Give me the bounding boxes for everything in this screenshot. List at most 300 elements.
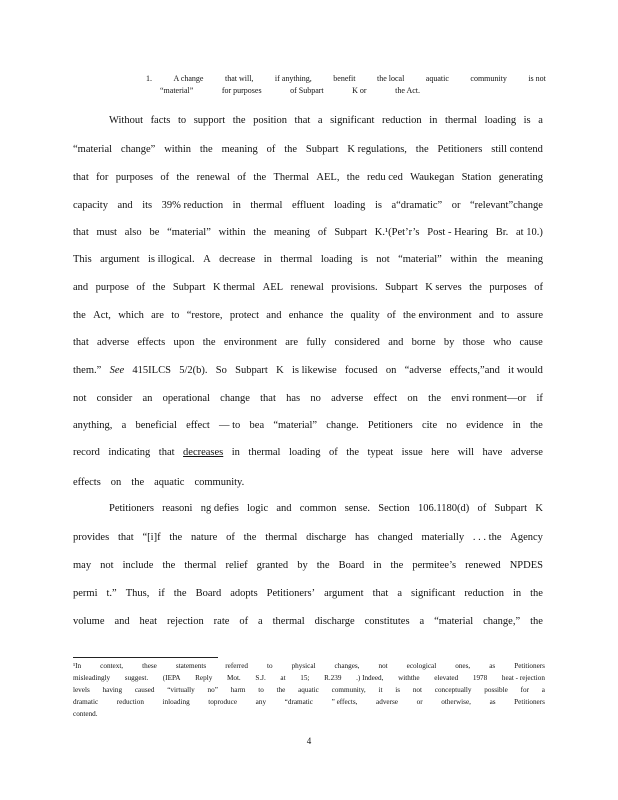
body-word: is xyxy=(523,115,531,126)
body-word: the xyxy=(253,172,267,183)
footnote-word: referred xyxy=(225,662,248,670)
body-word: and xyxy=(73,282,89,293)
body-word: provides xyxy=(73,532,110,543)
body-word: evidence xyxy=(466,420,504,431)
body-word: of xyxy=(477,503,487,514)
body-word: decrease xyxy=(219,254,256,265)
body-word: Thus, xyxy=(125,588,150,599)
body-word: Subpart xyxy=(385,282,418,293)
footnote-word: ones, xyxy=(455,662,471,670)
footnote-word: elevated xyxy=(434,674,459,682)
body-word: are xyxy=(151,310,164,321)
heading-word: if anything, xyxy=(274,74,312,83)
body-word: So xyxy=(215,365,227,376)
body-word: by xyxy=(297,560,308,571)
body-line xyxy=(109,503,543,514)
body-word: nature xyxy=(191,532,218,543)
body-word: cite xyxy=(421,420,438,431)
body-word: the xyxy=(530,616,543,627)
heading-word: benefit xyxy=(333,74,356,83)
body-word: the xyxy=(202,337,216,348)
body-word: within xyxy=(164,144,192,155)
body-word: thermal xyxy=(265,532,298,543)
footnote-word: harm xyxy=(230,686,246,694)
body-word: significant xyxy=(330,115,375,126)
footnote-word: ecological xyxy=(406,662,437,670)
footnote-word: R.239 xyxy=(324,674,342,682)
body-line xyxy=(73,282,543,293)
body-word: in xyxy=(231,447,240,458)
footnote-line xyxy=(73,674,545,682)
body-word: Petitioners’ xyxy=(266,588,316,599)
body-word: of xyxy=(237,172,246,183)
heading-word: “material” xyxy=(160,86,194,95)
body-word: or xyxy=(451,200,461,211)
heading-line-1 xyxy=(146,73,546,85)
body-word: anything, xyxy=(73,420,113,431)
body-word: change. xyxy=(326,420,359,431)
body-word: t.” xyxy=(106,588,117,599)
body-word: facts xyxy=(150,115,171,126)
body-word: reduction xyxy=(381,115,422,126)
body-word: that xyxy=(117,532,134,543)
footnote-word: suggest. xyxy=(124,674,149,682)
footnote-word: 1978 xyxy=(472,674,488,682)
footnote-word: conceptually xyxy=(434,686,472,694)
body-word: have xyxy=(482,447,503,458)
body-word: on xyxy=(110,477,122,488)
body-word: the xyxy=(199,144,213,155)
body-word: community. xyxy=(194,477,245,488)
body-word: Act, xyxy=(93,310,111,321)
body-word: those xyxy=(462,337,485,348)
body-word: Without xyxy=(109,115,143,126)
footnote-word: changes, xyxy=(334,662,360,670)
body-word: the xyxy=(169,532,183,543)
body-word: a“dramatic” xyxy=(391,200,443,211)
body-word: purposes xyxy=(115,172,154,183)
body-word: changed xyxy=(377,532,413,543)
body-word: generating xyxy=(498,172,543,183)
body-word: adverse xyxy=(331,393,364,404)
body-word: upon xyxy=(173,337,195,348)
body-word: Petitioners xyxy=(437,144,483,155)
body-word: rejection xyxy=(166,616,204,627)
body-word: renewal xyxy=(196,172,230,183)
body-word: of xyxy=(386,310,396,321)
footnote-word: as xyxy=(489,662,496,670)
body-word: to xyxy=(171,310,180,321)
body-word: “material” xyxy=(273,420,318,431)
body-word: of xyxy=(226,532,235,543)
body-word: that xyxy=(73,227,89,238)
body-word: that xyxy=(372,588,389,599)
heading-word: that will, xyxy=(224,74,254,83)
footnote-word: ” effects, xyxy=(331,698,358,706)
footnote-word: adverse xyxy=(376,698,398,706)
body-word: the xyxy=(428,393,441,404)
body-word: focused xyxy=(344,365,378,376)
body-word: cause xyxy=(519,337,543,348)
body-word: be xyxy=(149,227,160,238)
body-word: effects xyxy=(73,477,101,488)
footnote-divider xyxy=(73,657,218,658)
body-word: 39% reduction xyxy=(161,200,224,211)
body-word: the xyxy=(346,172,360,183)
footnote-word: levels xyxy=(73,686,90,694)
body-word: a xyxy=(258,616,263,627)
body-word: K thermal xyxy=(212,282,256,293)
body-word: which xyxy=(118,310,144,321)
body-word: Board xyxy=(195,588,222,599)
body-word: thermal xyxy=(248,447,281,458)
body-word: Subpart xyxy=(172,282,206,293)
body-word: Subpart xyxy=(494,503,528,514)
body-word: and xyxy=(276,503,292,514)
heading-number: 1. xyxy=(146,74,152,83)
footnote-word: these xyxy=(142,662,157,670)
body-line xyxy=(73,144,543,155)
body-word: a xyxy=(419,616,425,627)
body-word: “relevant”change xyxy=(469,200,543,211)
body-word: the xyxy=(415,144,429,155)
body-word: support xyxy=(193,115,226,126)
body-word: a xyxy=(317,115,323,126)
body-line xyxy=(73,310,543,321)
body-word: aquatic xyxy=(154,477,185,488)
body-word: not xyxy=(376,254,390,265)
footnote-word: inloading xyxy=(162,698,190,706)
heading-word: is not xyxy=(528,74,546,83)
body-word: enhance xyxy=(288,310,324,321)
heading-word: community xyxy=(470,74,507,83)
body-word: “material” xyxy=(167,227,211,238)
body-word: discharge xyxy=(314,616,355,627)
heading-word: A change xyxy=(173,74,204,83)
body-word: operational xyxy=(162,393,210,404)
body-word: capacity xyxy=(73,200,108,211)
body-word: the xyxy=(232,115,246,126)
body-word: and xyxy=(266,310,282,321)
body-word: granted xyxy=(256,560,289,571)
body-word: them.” xyxy=(73,365,102,376)
footnote-word: Petitioners xyxy=(514,662,545,670)
body-word: position xyxy=(253,115,287,126)
footnote-word: heat - rejection xyxy=(501,674,545,682)
footnote-word: ¹In xyxy=(73,662,82,670)
body-word: is xyxy=(374,200,382,211)
body-line xyxy=(73,447,543,458)
footnote-word: it xyxy=(378,686,383,694)
body-word: not xyxy=(100,560,114,571)
body-word: — to xyxy=(219,420,241,431)
footnote-word: possible xyxy=(484,686,508,694)
footnote-word: “dramatic xyxy=(284,698,313,706)
footnote-word: dramatic xyxy=(73,698,99,706)
heading-word: K or xyxy=(352,86,367,95)
page-number: 4 xyxy=(306,736,312,746)
footnote-word: a xyxy=(541,686,545,694)
body-word: the xyxy=(243,532,257,543)
body-word: sense. xyxy=(344,503,371,514)
body-word: must xyxy=(96,227,117,238)
body-word: no xyxy=(310,393,321,404)
body-word: the xyxy=(73,310,86,321)
body-word: include xyxy=(122,560,154,571)
body-word: Petitioners xyxy=(367,420,413,431)
body-word: that xyxy=(73,337,89,348)
body-word: reduction xyxy=(464,588,504,599)
body-word: it would xyxy=(508,365,543,376)
body-line xyxy=(109,115,543,126)
heading-word: of Subpart xyxy=(290,86,324,95)
body-word: fully xyxy=(306,337,327,348)
body-word: the xyxy=(173,588,187,599)
footnote-word: community, xyxy=(331,686,366,694)
body-line xyxy=(73,477,543,488)
body-word: Station xyxy=(461,172,492,183)
body-word: effluent xyxy=(291,200,325,211)
body-word: has xyxy=(354,532,369,543)
body-line xyxy=(73,420,543,431)
body-word: also xyxy=(124,227,142,238)
body-word: is likewise xyxy=(292,365,337,376)
body-word: . . . the xyxy=(472,532,502,543)
body-word: adopts xyxy=(230,588,258,599)
body-word: if xyxy=(158,588,165,599)
body-word: renewal xyxy=(290,282,324,293)
body-line xyxy=(73,532,543,543)
body-word: Br. xyxy=(495,227,509,238)
footnote-word: not xyxy=(378,662,388,670)
body-word: AEL, xyxy=(316,172,340,183)
footnote-word: no” xyxy=(207,686,218,694)
body-word: on xyxy=(385,365,397,376)
body-word: the xyxy=(131,477,145,488)
body-word: that xyxy=(158,447,175,458)
body-word: typeat xyxy=(367,447,394,458)
body-word: reasoni xyxy=(162,503,193,514)
body-word: effects,”and xyxy=(449,365,500,376)
section-heading xyxy=(146,73,546,97)
body-word: NPDES xyxy=(509,560,543,571)
footnote-word: S.J. xyxy=(255,674,266,682)
body-word: Waukegan xyxy=(410,172,455,183)
body-word: K regulations, xyxy=(347,144,407,155)
body-word: thermal xyxy=(280,254,313,265)
body-word: “material xyxy=(73,144,113,155)
body-word: the xyxy=(485,254,499,265)
body-word: meaning xyxy=(506,254,543,265)
body-word: by xyxy=(443,337,455,348)
body-word: on xyxy=(407,393,418,404)
body-word: heat xyxy=(139,616,158,627)
body-word: the xyxy=(330,310,344,321)
body-word: and xyxy=(478,310,494,321)
body-line xyxy=(73,616,543,627)
body-word: Thermal xyxy=(273,172,310,183)
body-word: is illogical. xyxy=(148,254,195,265)
body-word: if xyxy=(536,393,543,404)
body-word: effect xyxy=(186,420,210,431)
heading-word: the local xyxy=(376,74,405,83)
body-word: redu ced xyxy=(366,172,403,183)
body-word: “[i]f xyxy=(142,532,161,543)
body-word: to xyxy=(501,310,510,321)
body-word: and xyxy=(388,337,404,348)
body-word: assure xyxy=(516,310,543,321)
body-word: its xyxy=(142,200,153,211)
body-word: argument xyxy=(324,588,364,599)
body-word: thermal xyxy=(250,200,283,211)
body-word: permi xyxy=(73,588,98,599)
body-word: discharge xyxy=(306,532,347,543)
body-word: thermal xyxy=(272,616,305,627)
body-word: record xyxy=(73,447,100,458)
body-word: not xyxy=(73,393,87,404)
footnote-line xyxy=(73,686,545,694)
body-word: Petitioners xyxy=(109,503,154,514)
body-word: has xyxy=(286,393,301,404)
body-word: of xyxy=(136,282,146,293)
body-word: the environment xyxy=(403,310,472,321)
body-word: rate xyxy=(213,616,230,627)
body-word: change,” xyxy=(483,616,521,627)
footnote-word: having xyxy=(102,686,123,694)
body-line xyxy=(73,227,543,238)
body-word: common xyxy=(299,503,337,514)
footnote-word: Reply xyxy=(195,674,213,682)
body-word: a xyxy=(121,420,127,431)
footnote-word: not xyxy=(412,686,422,694)
body-word: protect xyxy=(229,310,259,321)
body-word: the xyxy=(530,588,543,599)
body-word: of xyxy=(239,616,249,627)
body-word: that xyxy=(73,172,89,183)
body-word: argument xyxy=(100,254,140,265)
body-word: A xyxy=(203,254,211,265)
footnote-word: otherwise, xyxy=(441,698,471,706)
body-word: purposes xyxy=(489,282,527,293)
footnote-word: Petitioners xyxy=(514,698,545,706)
body-word: in xyxy=(373,560,382,571)
body-word: logic xyxy=(247,503,269,514)
body-word: loading xyxy=(320,254,353,265)
body-word: “adverse xyxy=(404,365,442,376)
body-word: will xyxy=(457,447,475,458)
footnote-word: toproduce xyxy=(208,698,238,706)
body-word: Subpart xyxy=(235,365,268,376)
body-word: permitee’s xyxy=(412,560,457,571)
body-word: in xyxy=(512,588,522,599)
footnote-word: withthe xyxy=(398,674,420,682)
body-word: K xyxy=(535,503,543,514)
footnote-word: statements xyxy=(175,662,207,670)
body-word: provisions. xyxy=(331,282,378,293)
body-word: This xyxy=(73,254,92,265)
body-word: K xyxy=(276,365,284,376)
body-word: for xyxy=(96,172,109,183)
body-word: that xyxy=(294,115,311,126)
body-word: “restore, xyxy=(186,310,223,321)
body-word: here xyxy=(431,447,450,458)
body-line xyxy=(73,254,543,265)
body-word: Board xyxy=(338,560,365,571)
footnote-word: contend. xyxy=(73,710,98,718)
body-word: loading xyxy=(288,447,321,458)
body-word: meaning xyxy=(221,144,258,155)
body-word: K.¹(Pet’r’s xyxy=(374,227,420,238)
body-line xyxy=(73,588,543,599)
footnote-word: physical xyxy=(291,662,316,670)
body-word: the xyxy=(390,560,404,571)
footnote-word: (IEPA xyxy=(162,674,181,682)
heading-line-2 xyxy=(160,85,420,97)
body-line xyxy=(73,200,543,211)
body-word: within xyxy=(450,254,478,265)
body-word: constitutes xyxy=(364,616,410,627)
body-word: Agency xyxy=(510,532,543,543)
footnote-word: for xyxy=(520,686,529,694)
body-word: and xyxy=(114,616,130,627)
body-line xyxy=(73,560,543,571)
body-word: no xyxy=(446,420,457,431)
heading-word: aquatic xyxy=(425,74,449,83)
body-word: considered xyxy=(334,337,380,348)
body-word: thermal xyxy=(444,115,478,126)
footnote-word: as xyxy=(489,698,496,706)
body-line xyxy=(73,172,543,183)
body-word: change xyxy=(220,393,250,404)
footnote-word: “virtually xyxy=(167,686,195,694)
body-word: quality xyxy=(350,310,380,321)
body-line xyxy=(73,393,543,404)
body-word: See xyxy=(109,365,125,376)
body-word: a xyxy=(538,115,543,126)
body-word: at 10.) xyxy=(516,227,543,238)
body-word: Subpart xyxy=(334,227,368,238)
body-word: in xyxy=(263,254,272,265)
body-word: meaning xyxy=(273,227,311,238)
body-word: the xyxy=(162,560,176,571)
body-word: of xyxy=(534,282,543,293)
body-word: who xyxy=(493,337,512,348)
body-word: the xyxy=(346,447,360,458)
footnote-word: .) Indeed, xyxy=(356,674,384,682)
body-word: significant xyxy=(410,588,456,599)
body-word: bea xyxy=(249,420,265,431)
body-word: is xyxy=(360,254,368,265)
body-word: the xyxy=(316,560,330,571)
body-word: the xyxy=(176,172,190,183)
body-word: to xyxy=(177,115,187,126)
body-word: renewed xyxy=(465,560,501,571)
body-word: adverse xyxy=(510,447,543,458)
body-word: materially xyxy=(421,532,465,543)
footnote-word: at xyxy=(280,674,286,682)
body-word: effects xyxy=(137,337,166,348)
body-word: in xyxy=(512,420,521,431)
body-word: thermal xyxy=(184,560,217,571)
footnote-line xyxy=(73,710,545,718)
body-word: beneficial xyxy=(135,420,177,431)
body-word: purpose xyxy=(95,282,129,293)
footnote-line xyxy=(73,662,545,670)
body-word: the xyxy=(284,144,298,155)
footnote-word: caused xyxy=(134,686,155,694)
body-word: volume xyxy=(73,616,105,627)
footnote-word: context, xyxy=(100,662,124,670)
